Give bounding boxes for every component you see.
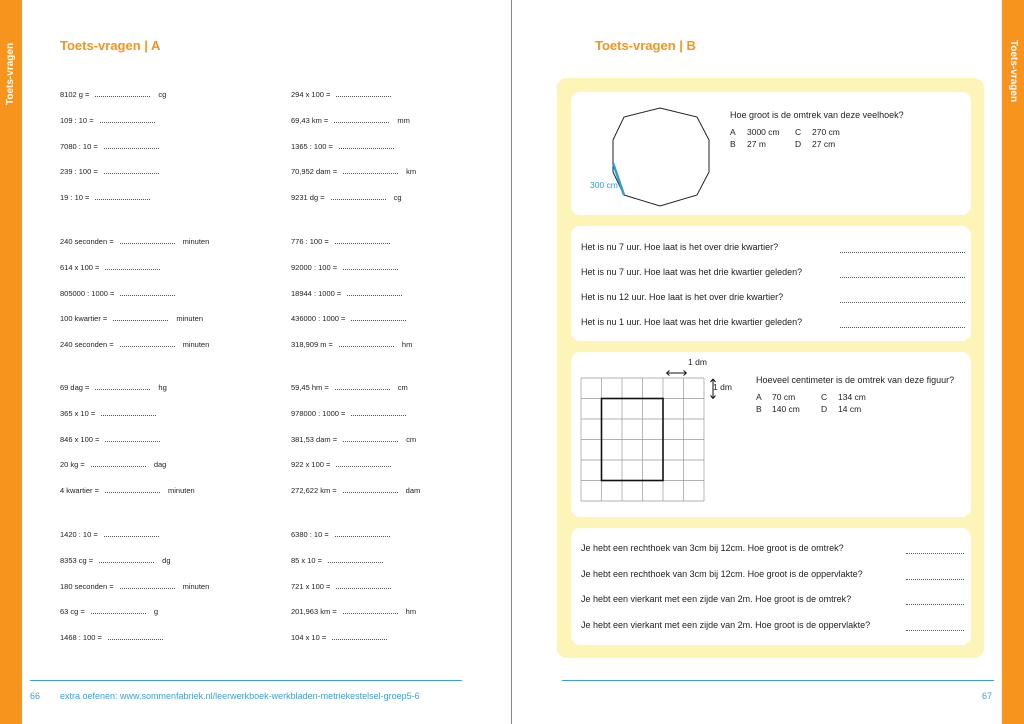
answer-blank[interactable] (120, 288, 175, 296)
grid-question: Hoeveel centimeter is de omtrek van deze figuur? (756, 375, 955, 385)
answer-blank[interactable] (99, 555, 154, 563)
exercise-unit: dg (162, 555, 171, 565)
exercise-row (291, 313, 414, 323)
answer-blank[interactable] (336, 459, 391, 467)
exercise-row (60, 339, 209, 349)
exercise-question: 63 cg = (60, 607, 85, 617)
exercise-unit: cm (397, 383, 408, 392)
exercise-unit: cm (406, 434, 417, 444)
answer-blank[interactable] (100, 115, 155, 123)
option-value: 270 cm (812, 127, 840, 137)
exercise-unit: minuten (167, 486, 195, 496)
answer-blank[interactable] (840, 251, 965, 253)
exercise-unit: hg (158, 383, 167, 392)
exercise-question: 69 dag = (60, 383, 90, 392)
exercise-row (291, 89, 399, 99)
exercise-row (60, 408, 164, 418)
exercise-unit: hm (405, 607, 417, 617)
answer-blank[interactable] (105, 262, 160, 270)
grid-figure (578, 354, 728, 504)
answer-blank[interactable] (105, 485, 160, 493)
exercise-row (291, 262, 406, 272)
question-text: Je hebt een rechthoek van 3cm bij 12cm. Hoe groot is de omtrek? (581, 543, 844, 553)
exercise-row (60, 606, 158, 616)
exercise-row (60, 581, 209, 591)
exercise-row (291, 555, 391, 565)
exercise-row (60, 236, 209, 246)
question-text: Je hebt een vierkant met een zijde van 2m. Hoe groot is de oppervlakte? (581, 619, 871, 630)
answer-blank[interactable] (343, 262, 398, 270)
book-spine (511, 0, 512, 724)
exercise-row (291, 434, 416, 444)
answer-blank[interactable] (120, 581, 175, 589)
exercise-question: 272,622 km = (291, 486, 337, 496)
answer-blank[interactable] (840, 276, 965, 278)
exercise-question: 614 x 100 = (60, 262, 100, 272)
side-tab-right-label: Toets-vragen (1008, 40, 1019, 103)
exercise-question: 92000 : 100 = (291, 262, 338, 272)
answer-blank[interactable] (906, 603, 964, 605)
exercise-row (291, 115, 410, 125)
polygon-figure (580, 98, 730, 213)
exercise-question: 180 seconden = (60, 581, 114, 591)
side-tab-right (1002, 0, 1024, 724)
answer-blank[interactable] (104, 529, 159, 537)
exercise-row (60, 141, 167, 151)
page-number-left: 66 (30, 691, 41, 701)
question-text: Het is nu 12 uur. Hoe laat is het over drie kwartier? (581, 292, 784, 302)
exercise-row (60, 555, 171, 565)
answer-blank[interactable] (906, 552, 964, 554)
answer-blank[interactable] (101, 408, 156, 416)
exercise-row (60, 166, 167, 176)
exercise-question: 104 x 10 = (291, 633, 327, 643)
option-letter: A (756, 392, 762, 402)
answer-blank[interactable] (906, 578, 964, 580)
option-letter: A (730, 127, 736, 137)
option-value: 140 cm (772, 404, 800, 414)
exercise-question: 365 x 10 = (60, 408, 96, 418)
answer-blank[interactable] (334, 115, 389, 123)
page-b-title: Toets-vragen | B (595, 38, 696, 53)
exercise-question: 240 seconden = (60, 237, 114, 246)
exercise-question: 436000 : 1000 = (291, 314, 346, 324)
exercise-row (60, 313, 203, 323)
answer-blank[interactable] (91, 606, 146, 614)
answer-blank[interactable] (95, 89, 150, 97)
exercise-unit: minuten (182, 581, 210, 591)
exercise-question: 70,952 dam = (291, 167, 338, 177)
exercise-row (291, 192, 402, 202)
question-text: Het is nu 7 uur. Hoe laat was het drie kwartier geleden? (581, 267, 803, 277)
exercise-question: 776 : 100 = (291, 237, 329, 246)
question-text: Je hebt een rechthoek van 3cm bij 12cm. Hoe groot is de oppervlakte? (581, 568, 863, 579)
exercise-question: 8353 cg = (60, 555, 94, 565)
exercise-question: 8102 g = (60, 90, 90, 99)
exercise-row (291, 166, 416, 176)
exercise-question: 922 x 100 = (291, 460, 331, 470)
exercise-question: 1468 : 100 = (60, 633, 102, 643)
option-letter: B (730, 139, 736, 149)
exercise-row (291, 606, 416, 616)
exercise-row (60, 89, 166, 99)
answer-blank[interactable] (104, 141, 159, 149)
exercise-question: 69,43 km = (291, 115, 329, 125)
exercise-row (60, 382, 167, 392)
exercise-row (60, 632, 171, 642)
answer-blank[interactable] (95, 192, 150, 200)
exercise-question: 59,45 hm = (291, 383, 329, 392)
answer-blank[interactable] (120, 339, 175, 347)
exercise-unit: hm (401, 340, 413, 350)
answer-blank[interactable] (335, 382, 390, 390)
answer-blank[interactable] (351, 408, 406, 416)
exercise-question: 846 x 100 = (60, 434, 100, 444)
exercise-unit: minuten (176, 314, 204, 324)
answer-blank[interactable] (339, 141, 394, 149)
exercise-question: 7080 : 10 = (60, 141, 98, 151)
side-tab-left-label: Toets-vragen (5, 42, 16, 105)
polygon-side-label: 300 cm (590, 180, 618, 190)
answer-blank[interactable] (347, 288, 402, 296)
exercise-unit: km (406, 167, 417, 177)
exercise-question: 381,53 dam = (291, 434, 338, 444)
footer-line-left (30, 680, 462, 681)
exercise-question: 109 : 10 = (60, 115, 94, 125)
footer-link[interactable]: extra oefenen: www.sommenfabriek.nl/leerwerkboek-werkbladen-metriekestelsel-groep5-6 (60, 691, 420, 701)
exercise-question: 19 : 10 = (60, 193, 90, 203)
exercise-unit: cg (393, 193, 402, 203)
exercise-row (60, 485, 195, 495)
exercise-row (291, 459, 399, 469)
exercise-question: 805000 : 1000 = (60, 288, 115, 298)
page-a-title: Toets-vragen | A (60, 38, 161, 53)
exercise-question: 1420 : 10 = (60, 530, 98, 539)
exercise-question: 9231 dg = (291, 193, 325, 203)
exercise-row (60, 262, 168, 272)
answer-blank[interactable] (91, 459, 146, 467)
exercise-unit: mm (397, 115, 410, 125)
footer-line-right (562, 680, 994, 681)
exercise-question: 6380 : 10 = (291, 530, 329, 539)
option-letter: C (795, 127, 802, 137)
exercise-row (291, 236, 398, 246)
exercise-question: 1365 : 100 = (291, 141, 333, 151)
answer-blank[interactable] (95, 382, 150, 390)
exercise-row (291, 632, 395, 642)
answer-blank[interactable] (335, 236, 390, 244)
exercise-row (291, 288, 410, 298)
option-value: 70 cm (772, 392, 796, 402)
answer-blank[interactable] (343, 166, 398, 174)
exercise-question: 240 seconden = (60, 340, 114, 350)
exercise-row (60, 192, 158, 202)
exercise-unit: g (153, 607, 158, 617)
answer-blank[interactable] (104, 166, 159, 174)
answer-blank[interactable] (328, 555, 383, 563)
exercise-question: 294 x 100 = (291, 90, 331, 99)
exercise-question: 239 : 100 = (60, 167, 98, 177)
answer-blank[interactable] (343, 434, 398, 442)
exercise-unit: minuten (182, 340, 210, 350)
exercise-row (291, 141, 402, 151)
option-value: 14 cm (838, 404, 862, 414)
answer-blank[interactable] (343, 606, 398, 614)
answer-blank[interactable] (108, 632, 163, 640)
answer-blank[interactable] (113, 313, 168, 321)
answer-blank[interactable] (336, 581, 391, 589)
answer-blank[interactable] (331, 192, 386, 200)
grid-v-label: 1 dm (713, 382, 732, 392)
exercise-row (291, 339, 412, 349)
exercise-question: 721 x 100 = (291, 581, 331, 591)
exercise-row (60, 288, 183, 298)
highlighted-side (613, 163, 624, 195)
option-letter: D (821, 404, 828, 414)
answer-blank[interactable] (343, 485, 398, 493)
exercise-unit: dag (153, 460, 167, 470)
option-letter: B (756, 404, 762, 414)
exercise-row (60, 459, 166, 469)
answer-blank[interactable] (339, 339, 394, 347)
exercise-unit: cg (158, 90, 167, 99)
question-text: Je hebt een vierkant met een zijde van 2m. Hoe groot is de omtrek? (581, 594, 852, 604)
exercise-question: 4 kwartier = (60, 486, 99, 496)
answer-blank[interactable] (840, 301, 965, 303)
exercise-row (291, 485, 420, 495)
exercise-question: 20 kg = (60, 460, 85, 470)
answer-blank[interactable] (906, 629, 964, 631)
polygon-question: Hoe groot is de omtrek van deze veelhoek? (730, 110, 904, 120)
option-letter: C (821, 392, 828, 402)
grid-h-label: 1 dm (688, 357, 707, 367)
exercise-row (291, 581, 399, 591)
exercise-question: 18944 : 1000 = (291, 288, 342, 298)
side-tab-left (0, 0, 22, 724)
option-value: 134 cm (838, 392, 866, 402)
option-value: 27 cm (812, 139, 836, 149)
option-letter: D (795, 139, 802, 149)
page-number-right: 67 (982, 691, 993, 701)
exercise-question: 978000 : 1000 = (291, 408, 346, 418)
exercise-row (291, 408, 414, 418)
answer-blank[interactable] (351, 313, 406, 321)
answer-blank[interactable] (840, 326, 965, 328)
exercise-unit: dam (405, 486, 421, 496)
exercise-question: 318,909 m = (291, 340, 333, 350)
exercise-question: 100 kwartier = (60, 314, 108, 324)
option-value: 27 m (747, 139, 766, 149)
exercise-row (60, 434, 168, 444)
exercise-question: 85 x 10 = (291, 555, 323, 565)
exercise-row (291, 382, 408, 392)
question-text: Het is nu 7 uur. Hoe laat is het over drie kwartier? (581, 242, 779, 252)
exercise-row (60, 529, 167, 539)
answer-blank[interactable] (120, 236, 175, 244)
exercise-row (291, 529, 398, 539)
answer-blank[interactable] (332, 632, 387, 640)
decagon-shape (613, 108, 709, 206)
answer-blank[interactable] (336, 89, 391, 97)
exercise-question: 201,963 km = (291, 607, 337, 617)
exercise-unit: minuten (182, 237, 210, 246)
question-text: Het is nu 1 uur. Hoe laat was het drie kwartier geleden? (581, 317, 803, 327)
option-value: 3000 cm (747, 127, 780, 137)
answer-blank[interactable] (335, 529, 390, 537)
answer-blank[interactable] (105, 434, 160, 442)
exercise-row (60, 115, 163, 125)
